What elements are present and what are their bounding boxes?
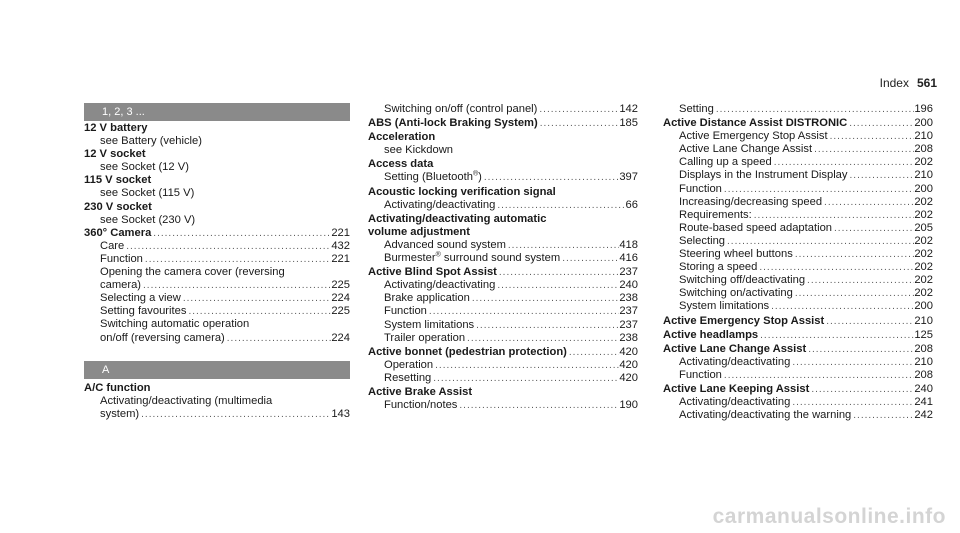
entry-label: Switching on/off (control panel) bbox=[384, 103, 538, 115]
page-ref[interactable]: 237 bbox=[619, 266, 638, 279]
page-ref[interactable]: 208 bbox=[914, 368, 933, 381]
entry-label: Active headlamps bbox=[663, 328, 759, 341]
index-entry-lane-change-assist[interactable] bbox=[663, 343, 933, 356]
index-column-3 bbox=[663, 103, 933, 422]
page-ref[interactable]: 202 bbox=[914, 234, 933, 247]
index-subentry[interactable] bbox=[368, 239, 638, 252]
page-ref[interactable]: 237 bbox=[619, 318, 638, 331]
index-subentry[interactable] bbox=[368, 399, 638, 412]
entry-label: Function bbox=[679, 368, 722, 381]
index-subentry[interactable] bbox=[663, 156, 933, 169]
index-subentry[interactable] bbox=[663, 169, 933, 182]
index-subentry[interactable] bbox=[368, 372, 638, 385]
index-subentry[interactable] bbox=[84, 279, 350, 292]
index-column-2 bbox=[368, 103, 638, 412]
entry-label: Activating/deactivating bbox=[679, 396, 791, 409]
page-ref[interactable]: 202 bbox=[914, 287, 933, 300]
index-subentry[interactable] bbox=[663, 222, 933, 235]
index-entry-blind-spot-assist[interactable] bbox=[368, 266, 638, 279]
index-subentry[interactable] bbox=[84, 292, 350, 305]
page-ref[interactable]: 66 bbox=[625, 198, 638, 211]
page-ref[interactable]: 202 bbox=[914, 274, 933, 287]
index-subentry[interactable] bbox=[368, 279, 638, 292]
page-ref[interactable]: 397 bbox=[619, 171, 638, 184]
page-ref[interactable]: 420 bbox=[619, 371, 638, 384]
index-entry-emergency-stop-assist[interactable] bbox=[663, 315, 933, 328]
page-ref[interactable]: 202 bbox=[914, 208, 933, 221]
entry-label: Active Lane Change Assist bbox=[663, 342, 807, 355]
page-ref[interactable]: 208 bbox=[914, 143, 933, 156]
page-ref[interactable]: 210 bbox=[914, 355, 933, 368]
entry-label: Increasing/decreasing speed bbox=[679, 195, 823, 208]
page-ref[interactable]: 210 bbox=[914, 169, 933, 182]
index-entry-active-headlamps[interactable] bbox=[663, 329, 933, 342]
entry-label: ABS (Anti-lock Braking System) bbox=[368, 117, 538, 130]
page-number: 561 bbox=[916, 76, 937, 90]
page-ref[interactable]: 420 bbox=[619, 358, 638, 371]
entry-label: Setting bbox=[679, 103, 714, 115]
page-ref[interactable]: 190 bbox=[619, 399, 638, 412]
index-subentry[interactable] bbox=[84, 305, 350, 318]
watermark: carmanualsonline.info bbox=[712, 505, 946, 528]
index-entry-avva-line1[interactable]: Activating/deactivating automatic bbox=[368, 212, 547, 225]
index-entry-115v-socket[interactable]: 115 V socket bbox=[84, 174, 152, 187]
entry-label: Function bbox=[384, 305, 427, 318]
entry-label: Calling up a speed bbox=[679, 156, 772, 169]
entry-label: Function bbox=[679, 182, 722, 195]
entry-label: Setting (Bluetooth®) bbox=[384, 170, 482, 184]
entry-label: Steering wheel buttons bbox=[679, 248, 793, 261]
entry-label: Storing a speed bbox=[679, 261, 758, 274]
index-entry-12v-socket[interactable]: 12 V socket bbox=[84, 148, 146, 161]
entry-label: Active Blind Spot Assist bbox=[368, 266, 497, 279]
index-subentry-line[interactable]: Switching automatic operation bbox=[100, 318, 250, 331]
index-subentry[interactable] bbox=[368, 305, 638, 318]
page-ref[interactable]: 202 bbox=[914, 156, 933, 169]
index-entry-360-camera[interactable] bbox=[84, 227, 350, 240]
entry-label: Switching on/activating bbox=[679, 287, 793, 300]
entry-label: Route-based speed adaptation bbox=[679, 221, 833, 234]
see-reference[interactable]: see Socket (115 V) bbox=[100, 187, 195, 200]
index-subentry[interactable] bbox=[368, 103, 638, 116]
index-subentry-line[interactable]: Activating/deactivating (multimedia bbox=[100, 394, 273, 407]
index-subentry[interactable] bbox=[663, 183, 933, 196]
see-reference[interactable]: see Socket (12 V) bbox=[100, 161, 189, 174]
entry-label: Setting favourites bbox=[100, 305, 187, 318]
entry-label: Active Emergency Stop Assist bbox=[663, 314, 825, 327]
entry-label: Activating/deactivating bbox=[679, 355, 791, 368]
page-ref[interactable]: 196 bbox=[914, 103, 933, 115]
see-reference[interactable]: see Battery (vehicle) bbox=[100, 135, 202, 148]
page-ref[interactable]: 225 bbox=[331, 305, 350, 318]
index-entry-distronic[interactable] bbox=[663, 117, 933, 130]
page-ref[interactable]: 224 bbox=[331, 292, 350, 305]
page-ref[interactable]: 200 bbox=[914, 300, 933, 313]
index-subentry[interactable] bbox=[663, 130, 933, 143]
entry-label: Active Lane Keeping Assist bbox=[663, 382, 810, 395]
index-subentry[interactable] bbox=[368, 252, 638, 265]
entry-label: Active Emergency Stop Assist bbox=[679, 130, 828, 143]
page-ref[interactable]: 416 bbox=[619, 252, 638, 265]
index-subentry[interactable] bbox=[663, 261, 933, 274]
index-entry-12v-battery[interactable]: 12 V battery bbox=[84, 122, 148, 134]
index-subentry[interactable] bbox=[663, 235, 933, 248]
page-ref[interactable]: 432 bbox=[331, 239, 350, 252]
page-ref[interactable]: 240 bbox=[914, 382, 933, 395]
entry-label: on/off (reversing camera) bbox=[100, 331, 225, 344]
index-subentry[interactable] bbox=[84, 240, 350, 253]
page-ref[interactable]: 125 bbox=[914, 328, 933, 341]
page-ref[interactable]: 221 bbox=[331, 252, 350, 265]
page-ref[interactable]: 210 bbox=[914, 314, 933, 327]
entry-label: System limitations bbox=[384, 318, 475, 331]
page-ref[interactable]: 202 bbox=[914, 195, 933, 208]
index-subentry[interactable] bbox=[368, 319, 638, 332]
page-ref[interactable]: 205 bbox=[914, 221, 933, 234]
index-entry-acoustic-locking[interactable]: Acoustic locking verification signal bbox=[368, 185, 556, 198]
section-header-123: 1, 2, 3 ... bbox=[84, 103, 350, 121]
index-subentry[interactable] bbox=[663, 274, 933, 287]
entry-label: Resetting bbox=[384, 371, 432, 384]
entry-label: Function/notes bbox=[384, 399, 458, 412]
entry-label: system) bbox=[100, 407, 140, 420]
page-ref[interactable]: 210 bbox=[914, 130, 933, 143]
page-ref[interactable]: 238 bbox=[619, 292, 638, 305]
entry-label: Brake application bbox=[384, 292, 470, 305]
entry-label: Active Distance Assist DISTRONIC bbox=[663, 117, 848, 130]
entry-label: Activating/deactivating bbox=[384, 279, 496, 292]
page-ref[interactable]: 200 bbox=[914, 182, 933, 195]
index-entry-lane-keeping-assist[interactable] bbox=[663, 383, 933, 396]
index-entry-230v-socket[interactable]: 230 V socket bbox=[84, 200, 152, 213]
index-subentry[interactable] bbox=[663, 396, 933, 409]
section-header-a: A bbox=[84, 361, 350, 379]
page-ref[interactable]: 238 bbox=[619, 331, 638, 344]
entry-label: Displays in the Instrument Display bbox=[679, 169, 848, 182]
index-subentry[interactable] bbox=[368, 171, 638, 184]
index-entry-abs[interactable] bbox=[368, 117, 638, 130]
entry-label: Switching off/deactivating bbox=[679, 274, 806, 287]
page-ref[interactable]: 202 bbox=[914, 261, 933, 274]
index-entry-avva-line2[interactable]: volume adjustment bbox=[368, 225, 470, 238]
index-column-1 bbox=[84, 103, 350, 421]
page-ref[interactable]: 240 bbox=[619, 279, 638, 292]
entry-label: Advanced sound system bbox=[384, 238, 506, 251]
page-ref[interactable]: 241 bbox=[914, 396, 933, 409]
page-ref[interactable]: 225 bbox=[331, 279, 350, 292]
index-subentry[interactable] bbox=[663, 409, 933, 422]
index-subentry[interactable] bbox=[663, 369, 933, 382]
page-ref[interactable]: 208 bbox=[914, 342, 933, 355]
page-ref[interactable]: 418 bbox=[619, 238, 638, 251]
index-subentry[interactable] bbox=[368, 292, 638, 305]
page-ref[interactable]: 200 bbox=[914, 117, 933, 130]
index-subentry[interactable] bbox=[663, 356, 933, 369]
index-subentry[interactable] bbox=[368, 199, 638, 212]
entry-label: Active Lane Change Assist bbox=[679, 143, 813, 156]
entry-label: Requirements: bbox=[679, 208, 752, 221]
page-ref[interactable]: 142 bbox=[619, 103, 638, 115]
entry-label: Burmester® surround sound system bbox=[384, 251, 561, 265]
index-subentry[interactable] bbox=[663, 287, 933, 300]
index-subentry[interactable] bbox=[84, 408, 350, 421]
page-ref[interactable]: 185 bbox=[619, 117, 638, 130]
index-entry-active-brake-assist[interactable]: Active Brake Assist bbox=[368, 385, 473, 398]
page-ref[interactable]: 224 bbox=[331, 331, 350, 344]
entry-label: Operation bbox=[384, 358, 434, 371]
entry-label: Care bbox=[100, 239, 125, 252]
index-entry-ac-function[interactable]: A/C function bbox=[84, 381, 151, 394]
entry-label: Selecting bbox=[679, 234, 726, 247]
index-subentry[interactable] bbox=[84, 253, 350, 266]
index-subentry[interactable] bbox=[663, 209, 933, 222]
page-ref[interactable]: 420 bbox=[619, 345, 638, 358]
entry-label: Selecting a view bbox=[100, 292, 181, 305]
index-subentry[interactable] bbox=[663, 103, 933, 116]
page-header bbox=[880, 76, 937, 90]
entry-label: 360° Camera bbox=[84, 226, 152, 239]
entry-label: Activating/deactivating the warning bbox=[679, 409, 852, 422]
index-subentry[interactable] bbox=[663, 196, 933, 209]
entry-label: Trailer operation bbox=[384, 331, 466, 344]
index-subentry[interactable] bbox=[368, 359, 638, 372]
index-entry-acceleration[interactable]: Acceleration bbox=[368, 131, 436, 144]
see-reference[interactable]: see Socket (230 V) bbox=[100, 213, 196, 226]
page-ref[interactable]: 242 bbox=[914, 409, 933, 422]
page-ref[interactable]: 237 bbox=[619, 305, 638, 318]
index-subentry[interactable] bbox=[368, 332, 638, 345]
page-ref[interactable]: 221 bbox=[331, 226, 350, 239]
index-label: Index bbox=[879, 76, 909, 90]
index-entry-active-bonnet[interactable] bbox=[368, 346, 638, 359]
index-subentry[interactable] bbox=[663, 143, 933, 156]
entry-label: Function bbox=[100, 252, 143, 265]
entry-label: camera) bbox=[100, 279, 142, 292]
index-subentry-line[interactable]: Opening the camera cover (reversing bbox=[100, 266, 285, 279]
index-entry-access-data[interactable]: Access data bbox=[368, 158, 434, 171]
see-reference[interactable]: see Kickdown bbox=[384, 144, 454, 157]
index-subentry[interactable] bbox=[84, 332, 350, 345]
page-ref[interactable]: 143 bbox=[331, 407, 350, 420]
entry-label: System limitations bbox=[679, 300, 770, 313]
entry-label: Activating/deactivating bbox=[384, 198, 496, 211]
entry-label: Active bonnet (pedestrian protection) bbox=[368, 345, 567, 358]
index-subentry[interactable] bbox=[663, 248, 933, 261]
page-ref[interactable]: 202 bbox=[914, 248, 933, 261]
index-subentry[interactable] bbox=[663, 300, 933, 313]
